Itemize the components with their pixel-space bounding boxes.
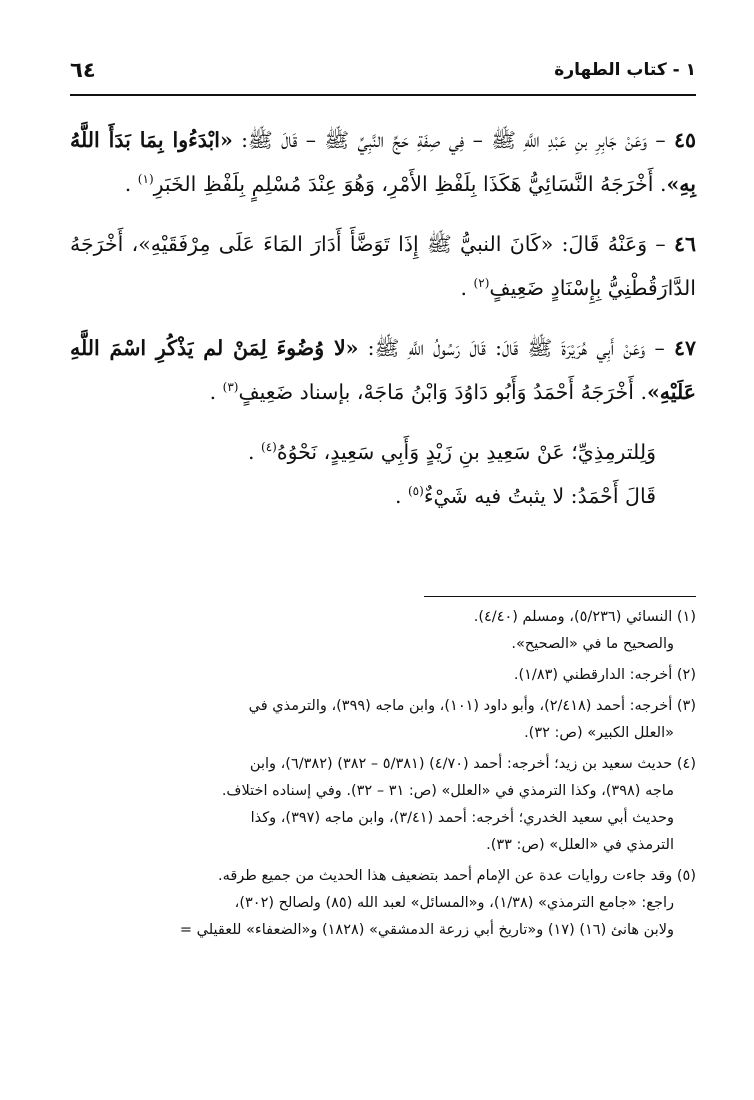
footnote-3 [70, 693, 696, 747]
ahmad-line [70, 474, 696, 518]
hadith-text: . أَخْرَجَهُ النَّسَائِيُّ هَكَذَا بِلَفْظِ الأَمْرِ، وَهُوَ عِنْدَ مُسْلِمٍ بِلَفْظِ الخَبَرِ [153, 172, 667, 196]
footnote-ref: (٥) [407, 484, 424, 499]
punctuation: . [209, 380, 223, 404]
hadith-quote: «لا وُضُوءَ لِمَنْ لم يَذْكُرِ اسْمَ اللَّهِ عَلَيْهِ» [70, 336, 696, 404]
line-text: قَالَ أَحْمَدُ: لا يثبتُ فيه شَيْءٌ [423, 484, 656, 508]
hadith-text: – وَعَنْهُ قَالَ: «كَانَ النبيُّ ﷺ إِذَا تَوَضَّأَ أَدَارَ المَاءَ عَلَى مِرْفَقَيْهِ»، أَخْرَجَهُ الدَّارَقُطْنِيُّ بِإِسْنَادٍ ضَعِيفٍ [70, 232, 696, 300]
hadith-text: – وَعَنْ أَبِي هُرَيْرَةَ ﷺ قَالَ: قَالَ رَسُولُ اللَّهِ ﷺ: [358, 336, 674, 360]
line-text: وَلِلترمِذِيِّ؛ عَنْ سَعِيدِ بنِ زَيْدٍ وَأَبِي سَعِيدٍ، نَحْوُهُ [276, 440, 656, 464]
footnote-1 [70, 604, 696, 658]
book-page [70, 0, 696, 1100]
hadith-text: – وَعَنْ جَابِرِ بنِ عَبْدِ اللَّهِ ﷺ – فِي صِفَةِ حَجِّ النَّبِيِّ ﷺ – قَالَ ﷺ: [232, 128, 674, 152]
hadith-47 [70, 326, 696, 414]
punctuation: . [394, 484, 408, 508]
hadith-number: ٤٦ [673, 232, 696, 256]
footnote-line: ولابن هانئ (١٦) (١٧) و«تاريخ أبي زرعة الدمشقي» (١٨٢٨) و«الضعفاء» للعقيلي = [179, 922, 674, 938]
page-header [70, 58, 696, 96]
page-number: ٦٤ [70, 58, 96, 82]
punctuation: . [124, 172, 138, 196]
footnotes [70, 604, 696, 948]
punctuation: . [460, 276, 474, 300]
hadith-quote: «ابْدَءُوا بِمَا بَدَأَ اللَّهُ بِهِ» [70, 128, 696, 196]
footnote-ref: (٣) [222, 380, 239, 395]
footnote-line: (٣) أخرجه: أحمد (٢/٤١٨)، وأبو داود (١٠١)، وابن ماجه (٣٩٩)، والترمذي في [248, 698, 696, 714]
hadith-45 [70, 118, 696, 206]
footnote-line: ماجه (٣٩٨)، وكذا الترمذي في «العلل» (ص: ٣١ – ٣٢). وفي إسناده اختلاف. [221, 783, 674, 799]
footnote-ref: (٤) [261, 440, 277, 455]
footnote-ref: (١) [137, 172, 154, 187]
footnote-5 [70, 863, 696, 944]
punctuation: . [247, 440, 261, 464]
footnote-line: (٢) أخرجه: الدارقطني (١/٨٣). [513, 667, 696, 683]
footnote-line: الترمذي في «العلل» (ص: ٣٣). [486, 837, 674, 853]
tirmidhi-line [70, 430, 696, 474]
hadith-text: . أَخْرَجَهُ أَحْمَدُ وَأَبُو دَاوُدَ وَابْنُ مَاجَهْ، بإسناد ضَعِيفٍ [238, 380, 647, 404]
footnote-line: وحديث أبي سعيد الخدري؛ أخرجه: أحمد (٣/٤١)، وابن ماجه (٣٩٧)، وكذا [250, 810, 674, 826]
footnote-line: «العلل الكبير» (ص: ٣٢). [524, 725, 674, 741]
footnote-ref: (٢) [473, 276, 490, 291]
footnote-line: (٤) حديث سعيد بن زيد؛ أخرجه: أحمد (٤/٧٠) (٥/٣٨١ – ٣٨٢) (٦/٣٨٢)، وابن [249, 756, 696, 772]
hadith-46 [70, 222, 696, 310]
footnote-2 [70, 662, 696, 689]
chapter-title: ١ - كتاب الطهارة [554, 60, 696, 80]
footnote-line: (١) النسائي (٥/٢٣٦)، ومسلم (٤/٤٠). [473, 609, 696, 625]
footnote-4 [70, 751, 696, 859]
footnote-separator [424, 596, 696, 597]
main-text [70, 118, 696, 518]
footnote-line: راجع: «جامع الترمذي» (١/٣٨)، و«المسائل» لعبد الله (٨٥) ولصالح (٣٠٢)، [234, 895, 674, 911]
footnote-line: (٥) وقد جاءت روايات عدة عن الإمام أحمد بتضعيف هذا الحديث من جميع طرقه. [217, 868, 696, 884]
hadith-number: ٤٥ [673, 128, 696, 152]
footnote-line: والصحيح ما في «الصحيح». [511, 636, 674, 652]
hadith-number: ٤٧ [673, 336, 696, 360]
